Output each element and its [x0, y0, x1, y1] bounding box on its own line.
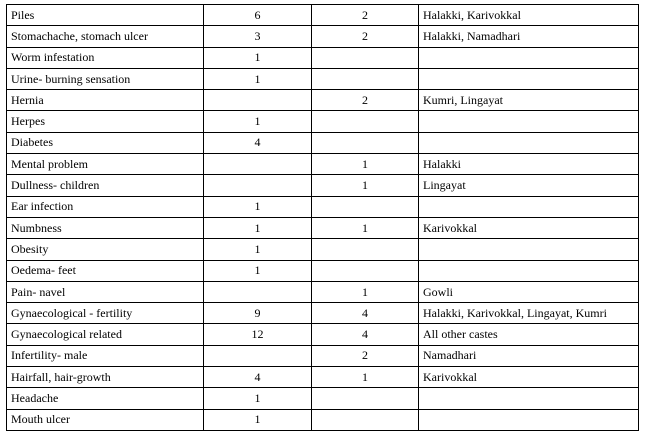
- count-cell: [312, 388, 419, 409]
- table-row: [7, 196, 639, 217]
- count-cell: [312, 196, 419, 217]
- castes-cell: [419, 260, 639, 281]
- castes-cell: [419, 239, 639, 260]
- count-cell: [312, 68, 419, 89]
- count-cell: 2: [312, 5, 419, 26]
- ailment-cell: Pain- navel: [7, 281, 204, 302]
- ailment-cell: Dullness- children: [7, 175, 204, 196]
- table-row: [7, 367, 639, 388]
- count-cell: 1: [204, 217, 312, 238]
- table-row: [7, 345, 639, 366]
- ailment-cell: Headache: [7, 388, 204, 409]
- table-row: [7, 111, 639, 132]
- castes-cell: [419, 196, 639, 217]
- table-row: [7, 281, 639, 302]
- count-cell: 1: [312, 367, 419, 388]
- count-cell: 1: [204, 68, 312, 89]
- count-cell: 1: [312, 217, 419, 238]
- table-row: [7, 260, 639, 281]
- table-row: [7, 388, 639, 409]
- count-cell: 2: [312, 90, 419, 111]
- count-cell: [312, 111, 419, 132]
- count-cell: [204, 345, 312, 366]
- ailment-cell: Worm infestation: [7, 47, 204, 68]
- ailment-cell: Mental problem: [7, 154, 204, 175]
- table-row: [7, 409, 639, 430]
- castes-cell: Lingayat: [419, 175, 639, 196]
- table-row: [7, 303, 639, 324]
- ailment-cell: Gynaecological related: [7, 324, 204, 345]
- ailment-cell: Oedema- feet: [7, 260, 204, 281]
- table-row: [7, 239, 639, 260]
- ailment-cell: Gynaecological - fertility: [7, 303, 204, 324]
- table-row: [7, 132, 639, 153]
- ailment-cell: Piles: [7, 5, 204, 26]
- count-cell: [204, 281, 312, 302]
- count-cell: 1: [204, 47, 312, 68]
- count-cell: [204, 154, 312, 175]
- count-cell: 4: [312, 303, 419, 324]
- table-body: [7, 5, 639, 431]
- castes-cell: [419, 388, 639, 409]
- table-row: [7, 90, 639, 111]
- count-cell: 12: [204, 324, 312, 345]
- table-row: [7, 175, 639, 196]
- table-row: [7, 26, 639, 47]
- ailment-cell: Hairfall, hair-growth: [7, 367, 204, 388]
- castes-cell: Halakki, Karivokkal, Lingayat, Kumri: [419, 303, 639, 324]
- count-cell: 4: [204, 367, 312, 388]
- castes-cell: [419, 132, 639, 153]
- ailment-cell: Numbness: [7, 217, 204, 238]
- count-cell: 1: [204, 196, 312, 217]
- ailment-cell: Mouth ulcer: [7, 409, 204, 430]
- count-cell: [204, 175, 312, 196]
- castes-cell: [419, 47, 639, 68]
- ailment-cell: Urine- burning sensation: [7, 68, 204, 89]
- count-cell: 1: [312, 175, 419, 196]
- count-cell: [312, 260, 419, 281]
- count-cell: [312, 47, 419, 68]
- castes-cell: [419, 68, 639, 89]
- ailment-cell: Diabetes: [7, 132, 204, 153]
- castes-cell: Kumri, Lingayat: [419, 90, 639, 111]
- count-cell: 2: [312, 345, 419, 366]
- ailment-cell: Hernia: [7, 90, 204, 111]
- count-cell: 6: [204, 5, 312, 26]
- count-cell: [312, 132, 419, 153]
- castes-cell: Gowli: [419, 281, 639, 302]
- count-cell: [312, 409, 419, 430]
- table-row: [7, 154, 639, 175]
- castes-cell: [419, 409, 639, 430]
- count-cell: 1: [204, 388, 312, 409]
- ailment-cell: Infertility- male: [7, 345, 204, 366]
- count-cell: 1: [204, 111, 312, 132]
- table-row: [7, 68, 639, 89]
- count-cell: 9: [204, 303, 312, 324]
- ailment-cell: Herpes: [7, 111, 204, 132]
- count-cell: 4: [312, 324, 419, 345]
- count-cell: 3: [204, 26, 312, 47]
- count-cell: 2: [312, 26, 419, 47]
- table-row: [7, 5, 639, 26]
- castes-cell: Karivokkal: [419, 367, 639, 388]
- count-cell: [312, 239, 419, 260]
- ailment-cell: Stomachache, stomach ulcer: [7, 26, 204, 47]
- ailment-table: [6, 4, 639, 431]
- count-cell: 4: [204, 132, 312, 153]
- count-cell: 1: [312, 281, 419, 302]
- castes-cell: Karivokkal: [419, 217, 639, 238]
- table-row: [7, 324, 639, 345]
- count-cell: 1: [204, 409, 312, 430]
- castes-cell: Halakki, Namadhari: [419, 26, 639, 47]
- count-cell: 1: [204, 239, 312, 260]
- count-cell: 1: [312, 154, 419, 175]
- count-cell: [204, 90, 312, 111]
- table-row: [7, 217, 639, 238]
- table-row: [7, 47, 639, 68]
- castes-cell: Halakki, Karivokkal: [419, 5, 639, 26]
- count-cell: 1: [204, 260, 312, 281]
- ailment-cell: Ear infection: [7, 196, 204, 217]
- ailment-cell: Obesity: [7, 239, 204, 260]
- castes-cell: Halakki: [419, 154, 639, 175]
- castes-cell: [419, 111, 639, 132]
- castes-cell: All other castes: [419, 324, 639, 345]
- castes-cell: Namadhari: [419, 345, 639, 366]
